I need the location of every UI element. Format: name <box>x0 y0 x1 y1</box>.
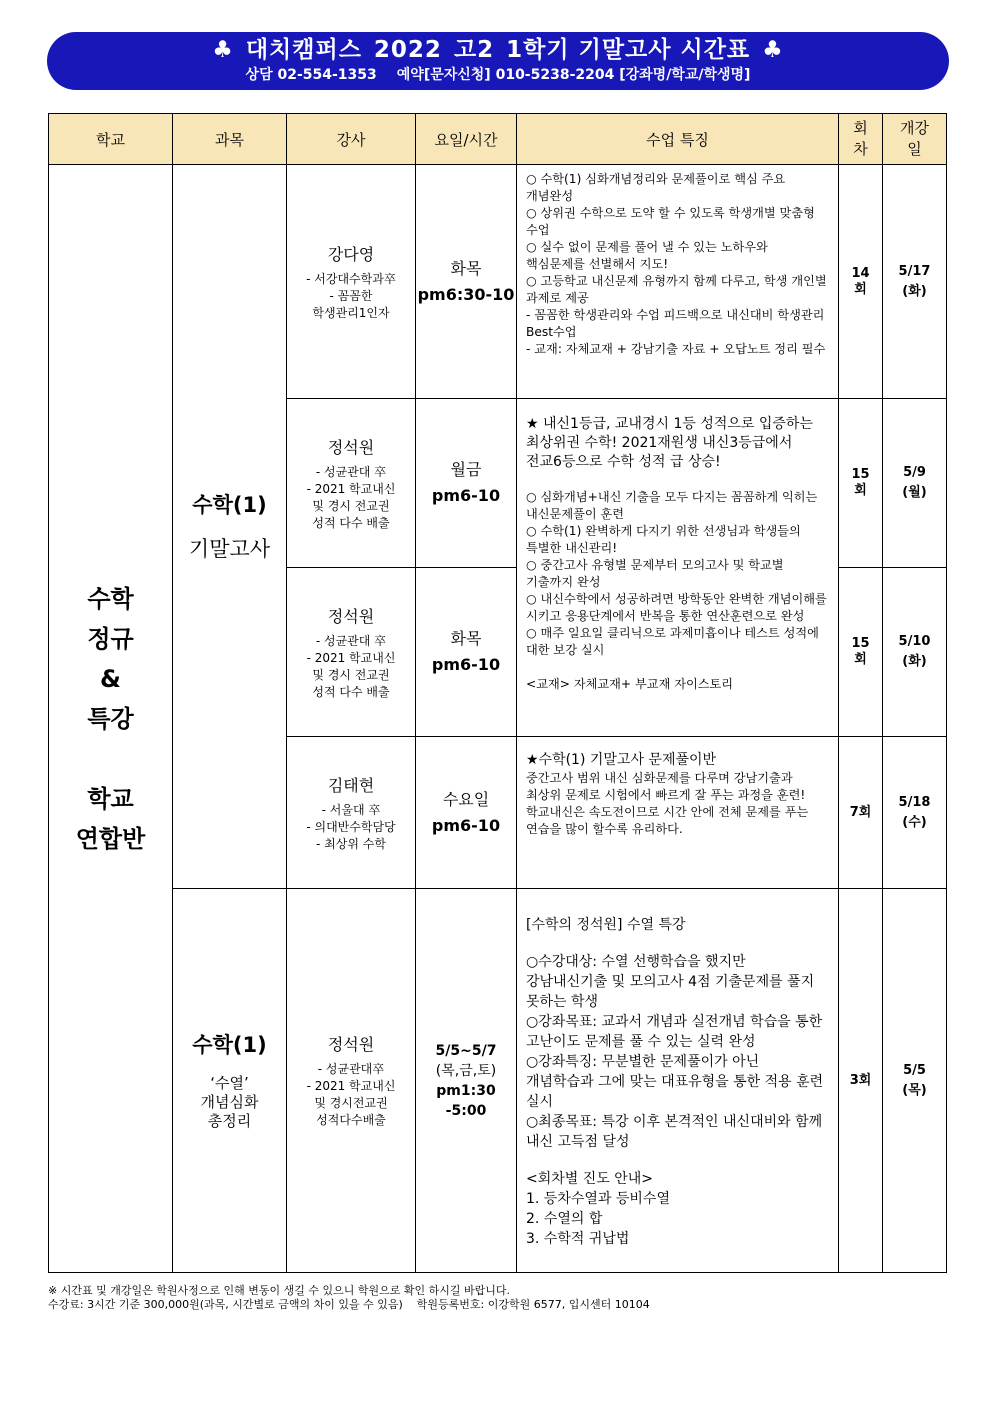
year: 2022 <box>373 37 442 63</box>
header-features: 수업 특징 <box>517 114 839 165</box>
footer-fee: 수강료: 3시간 기준 300,000원(과목, 시간별로 금액의 차이 있을 수 있음) <box>48 1298 403 1311</box>
grade: 고2 <box>453 37 495 63</box>
features-cell: [수학의 정석원] 수열 특강 ○수강대상: 수열 선행학습을 했지만 강남내신기출 및 모의고사 4점 기출문제를 풀지 못하는 학생 ○강좌목표: 교과서 개념과 실전개념 학습을 통한 고난이도 문제를 풀 수 있는 실력 완성 ○강좌특징: 무분별한 문제풀이가 아닌 개념학습과 그에 맞는 대표유형을 통한 적용 훈련 실시 ○최종목표: 특강 이후 본격적인 내신대비와 함께 내신 고득점 달성 <회차별 진도 안내> 1. 등차수열과 등비수열 2. 수열의 합 3. 수학적 귀납법 <box>517 889 839 1273</box>
teacher-cell: 정석원 - 성균관대 卒 - 2021 학교내신 및 경시 전교권 성적 다수 배출 <box>287 568 416 737</box>
features-cell: ★ 내신1등급, 교내경시 1등 성적으로 입증하는 최상위권 수학! 2021재원생 내신3등급에서 전교6등으로 수학 성적 급 상승! ○ 심화개념+내신 기출을 모두 다지는 꼼꼼하게 익히는 내신문제풀이 훈련 ○ 수학(1) 완벽하게 다지기 위한 선생님과 학생들의 특별한 내신관리! ○ 중간고사 유형별 문제부터 모의고사 및 학교별 기출까지 완성 ○ 내신수학에서 성공하려면 방학동안 완벽한 개념이해를 시키고 응용단계에서 반복을 통한 연산훈련으로 완성 ○ 매주 일요일 클리닉으로 과제미흡이나 테스트 성적에 대한 보강 실시 <교재> 자체교재+ 부교재 자이스토리 <box>517 399 839 737</box>
count-cell: 15 회 <box>839 399 883 568</box>
count-cell: 7회 <box>839 737 883 889</box>
footer-registration: 학원등록번호: 이강학원 6577, 입시센터 10104 <box>416 1298 650 1311</box>
header-teacher: 강사 <box>287 114 416 165</box>
time-cell: 수요일 pm6-10 <box>416 737 517 889</box>
table-row <box>49 889 947 1273</box>
teacher-cell: 김태현 - 서울대 卒 - 의대반수학담당 - 최상위 수학 <box>287 737 416 889</box>
banner-title <box>47 35 949 65</box>
contact-phone: 상담 02-554-1353 <box>245 67 377 83</box>
open-date-cell: 5/10 (화) <box>883 568 947 737</box>
open-date-cell: 5/17 (화) <box>883 165 947 399</box>
open-date-cell: 5/18 (수) <box>883 737 947 889</box>
time-cell: 월금 pm6-10 <box>416 399 517 568</box>
club-icon: ♣ <box>212 37 234 63</box>
teacher-cell: 강다영 - 서강대수학과卒 - 꼼꼼한 학생관리1인자 <box>287 165 416 399</box>
count-cell: 3회 <box>839 889 883 1273</box>
reserve-info: 예약[문자신청] 010-5238-2204 [강좌명/학교/학생명] <box>396 67 751 83</box>
footer-fee-line <box>48 1298 650 1312</box>
footer-note: ※ 시간표 및 개강일은 학원사정으로 인해 변동이 생길 수 있으니 학원으로 확인 하시길 바랍니다. <box>48 1284 510 1297</box>
teacher-cell: 정석원 - 성균관대 卒 - 2021 학교내신 및 경시 전교권 성적 다수 배출 <box>287 399 416 568</box>
features-cell: ★수학(1) 기말고사 문제풀이반 중간고사 범위 내신 심화문제를 다루며 강남기출과 최상위 문제로 시험에서 빠르게 잘 푸는 과정을 훈련! 학교내신은 속도전이므로 시간 안에 전체 문제를 푸는 연습을 많이 할수록 유리하다. <box>517 737 839 889</box>
header-school: 학교 <box>49 114 173 165</box>
header-row <box>49 114 947 165</box>
subject-cell: 수학(1) ‘수열’ 개념심화 총정리 <box>173 889 287 1273</box>
count-cell: 14 회 <box>839 165 883 399</box>
schedule-table <box>48 113 947 1273</box>
header-time: 요일/시간 <box>416 114 517 165</box>
title-banner <box>47 32 949 90</box>
teacher-cell: 정석원 - 성균관대卒 - 2021 학교내신 및 경시전교권 성적다수배출 <box>287 889 416 1273</box>
features-cell: ○ 수학(1) 심화개념정리와 문제풀이로 핵심 주요 개념완성 ○ 상위권 수학으로 도약 할 수 있도록 학생개별 맞춤형 수업 ○ 실수 없이 문제를 풀어 낼 수 있는 노하우와 핵심문제를 선별해서 지도! ○ 고등학교 내신문제 유형까지 함께 다루고, 학생 개인별 과제로 제공 - 꼼꼼한 학생관리와 수업 피드백으로 내신대비 학생관리 Best수업 - 교재: 자체교재 + 강남기출 자료 + 오답노트 정리 필수 <box>517 165 839 399</box>
campus-name: 대치캠퍼스 <box>245 37 362 63</box>
header-subject: 과목 <box>173 114 287 165</box>
open-date-cell: 5/9 (월) <box>883 399 947 568</box>
header-open: 개강 일 <box>883 114 947 165</box>
school-cell: 수학 정규 & 특강 학교 연합반 <box>49 165 173 1273</box>
footer <box>48 1284 650 1312</box>
open-date-cell: 5/5 (목) <box>883 889 947 1273</box>
header-count: 회 차 <box>839 114 883 165</box>
count-cell: 15 회 <box>839 568 883 737</box>
subject-cell: 수학(1) 기말고사 <box>173 165 287 889</box>
exam-title: 1학기 기말고사 시간표 <box>506 37 751 63</box>
club-icon: ♣ <box>762 37 784 63</box>
banner-contact <box>47 65 949 85</box>
table-row <box>49 165 947 399</box>
time-cell: 화목 pm6:30-10 <box>416 165 517 399</box>
time-cell: 5/5~5/7 (목,금,토) pm1:30 -5:00 <box>416 889 517 1273</box>
time-cell: 화목 pm6-10 <box>416 568 517 737</box>
